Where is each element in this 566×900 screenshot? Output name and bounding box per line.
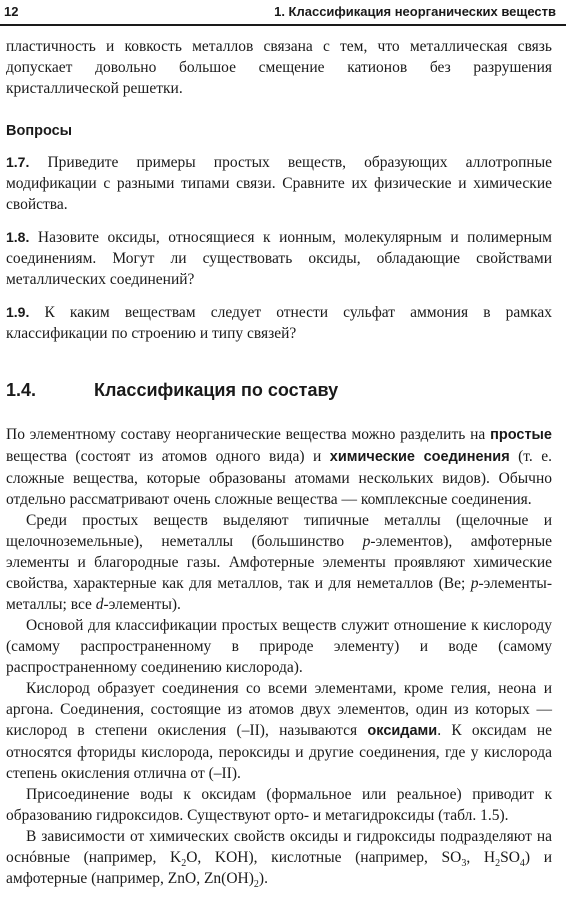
page-body: [6, 36, 552, 889]
italic-letter: p: [362, 533, 371, 550]
subscript: 4: [519, 858, 525, 870]
paragraph: [6, 424, 552, 510]
text-run: Кислород образует соединения со всеми элементами, кроме гелия, неона и аргона. Соединения, состоящие из атомов двух элементов, один из которых — кислород в степени окисления (–II), называются: [6, 680, 552, 739]
term-simple: простые: [490, 427, 552, 443]
subscript: 2: [495, 858, 501, 870]
paragraph: [6, 678, 552, 784]
text-run: . К оксидам не относятся фториды кислорода, пероксиды и другие соединения, где у кислорода степень окисления отлична от (–II).: [6, 722, 552, 782]
paragraph: Присоединение воды к оксидам (формальное или реальное) приводит к образованию гидроксидов. Существуют орто- и метагидроксиды (табл. 1.5).: [6, 786, 552, 824]
question-text: Приведите примеры простых веществ, образующих аллотропные модификации с разными типами связи. Сравните их физические и химические свойства.: [6, 154, 552, 213]
text-run: O, KOH), кислотные (например, SO: [186, 849, 462, 866]
text-run: -элементов), амфотерные элементы и благородные газы. Амфотерные элементы проявляют химические свойства, характерные как для металлов, так и для неметаллов (Be;: [6, 533, 553, 592]
text-run: , H: [466, 849, 496, 866]
text-run: ) и амфотерные (например, ZnO, Zn(OH): [6, 849, 552, 887]
questions-heading: Вопросы: [6, 123, 73, 139]
question-item: [6, 152, 552, 215]
section-heading: [6, 380, 552, 402]
text-run: -элементы-металлы; все: [6, 575, 552, 613]
text-run: вещества (состоят из атомов одного вида) и: [6, 448, 330, 465]
subscript: 2: [253, 879, 259, 891]
italic-letter: d: [95, 596, 104, 613]
text-run: ).: [258, 870, 268, 887]
text-run: (т. е. сложные вещества, которые образованы атомами нескольких видов). Обычно отдельно рассматривают очень сложные вещества — комплексные соединения.: [6, 448, 552, 508]
paragraph: [6, 826, 552, 889]
subscript: 3: [461, 858, 467, 870]
page-number: 12: [4, 4, 19, 19]
text-run: По элементному составу неорганические вещества можно разделить на: [6, 426, 491, 443]
section-title: Классификация по составу: [94, 380, 339, 400]
chapter-title: 1. Классификация неорганических веществ: [274, 4, 556, 19]
question-number: 1.9.: [6, 304, 30, 320]
question-text: К каким веществам следует отнести сульфат аммония в рамках классификации по строению и типу связей?: [6, 304, 552, 342]
text-run: Среди простых веществ выделяют типичные металлы (щелочные и щелочноземельные), неметаллы (большинство: [6, 512, 552, 550]
italic-letter: p: [470, 575, 479, 592]
section-number: 1.4.: [6, 380, 37, 400]
text-run: -элементы).: [103, 596, 181, 613]
term-oxides: оксидами: [367, 723, 438, 739]
paragraph: Основой для классификации простых веществ служит отношение к кислороду (самому распространенному в природе элементу) и воде (самому распространенному соединению кислорода).: [6, 617, 552, 676]
text-run: В зависимости от химических свойств оксиды и гидроксиды подразделяют на оснóвные (например, K: [6, 828, 552, 866]
paragraph: [6, 510, 552, 615]
question-number: 1.8.: [6, 229, 30, 245]
intro-paragraph: пластичность и ковкость металлов связана с тем, что металлическая связь допускает довольно большое смещение катионов без разрушения кристаллической решетки.: [6, 38, 552, 97]
term-compounds: химические соединения: [329, 449, 510, 465]
page-header: [0, 0, 566, 26]
question-text: Назовите оксиды, относящиеся к ионным, молекулярным и полимерным соединениям. Могут ли существовать оксиды, обладающие свойствами металлических соединений?: [6, 229, 552, 288]
subscript: 2: [181, 858, 187, 870]
question-number: 1.7.: [6, 154, 30, 170]
text-run: SO: [500, 849, 520, 866]
question-item: [6, 227, 552, 290]
question-item: [6, 302, 552, 344]
